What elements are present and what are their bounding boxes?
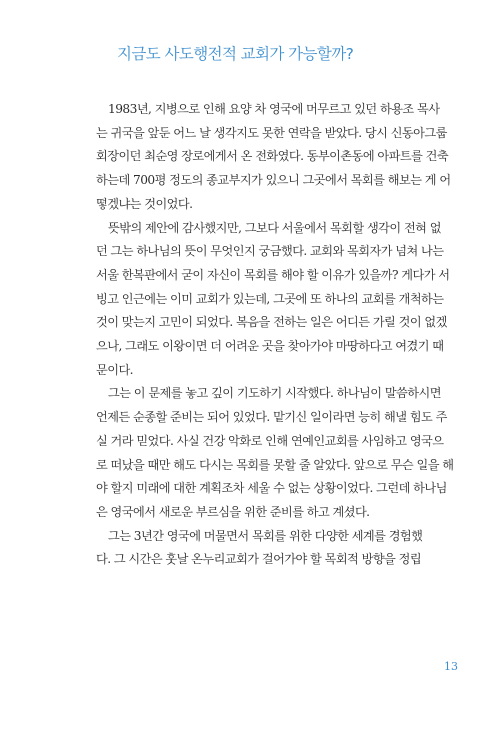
text-line: 하는데 700평 정도의 종교부지가 있으니 그곳에서 목회를 해보는 게 어 [96,173,451,188]
text-line: 야 할지 미래에 대한 계획조차 세울 수 없는 상황이었다. 그런데 하나님 [96,481,447,496]
text-line: 서울 한복판에서 굳이 자신이 목회를 해야 할 이유가 있을까? 게다가 서 [96,267,450,282]
text-line: 회장이던 최순영 장로에게서 온 전화였다. 동부이촌동에 아파트를 건축 [96,149,449,164]
text-line: 다. 그 시간은 훗날 온누리교회가 걸어가야 할 목회적 방향을 정립 [96,552,422,567]
text-line: 것이 맞는지 고민이 되었다. 복음을 전하는 일은 어디든 가릴 것이 없겠 [96,315,447,330]
text-line: 언제든 순종할 준비는 되어 있었다. 맡기신 일이라면 능히 해낼 힘도 주 [96,410,447,425]
text-line: 실 거라 믿었다. 사실 건강 악화로 인해 연예인교회를 사임하고 영국으 [96,433,444,448]
paragraph [96,217,464,383]
text-line: 문이다. [96,362,133,377]
paragraph [96,525,464,572]
text-line: 으나, 그래도 이왕이면 더 어려운 곳을 찾아가야 마땅하다고 여겼기 때 [96,339,444,354]
text-line: 은 영국에서 새로운 부르심을 위한 준비를 하고 계셨다. [96,504,370,519]
section-heading: 지금도 사도행전적 교회가 가능할까? [117,45,354,63]
text-line: 빙고 인근에는 이미 교회가 있는데, 그곳에 또 하나의 교회를 개척하는 [96,291,444,306]
text-line: 1983년, 지병으로 인해 요양 차 영국에 머무르고 있던 하용조 목사 [108,102,440,116]
text-line: 는 귀국을 앞둔 어느 날 생각지도 못한 연락을 받았다. 당시 신동아그룹 [96,125,447,140]
text-line: 던 그는 하나님의 뜻이 무엇인지 궁금했다. 교회와 목회자가 넘쳐 나는 [96,244,444,259]
paragraph [96,382,464,524]
page-number: 13 [444,660,458,673]
body-text [96,98,464,572]
text-line: 그는 3년간 영국에 머물면서 목회를 위한 다양한 세계를 경험했 [108,528,423,543]
text-line: 그는 이 문제를 놓고 깊이 기도하기 시작했다. 하나님이 말씀하시면 [108,386,441,401]
text-line: 떻겠냐는 것이었다. [96,196,193,211]
paragraph [96,98,464,217]
text-line: 로 떠났을 때만 해도 다시는 목회를 못할 줄 알았다. 앞으로 무슨 일을 해 [96,457,454,472]
text-line: 뜻밖의 제안에 감사했지만, 그보다 서울에서 목회할 생각이 전혀 없 [108,220,441,235]
